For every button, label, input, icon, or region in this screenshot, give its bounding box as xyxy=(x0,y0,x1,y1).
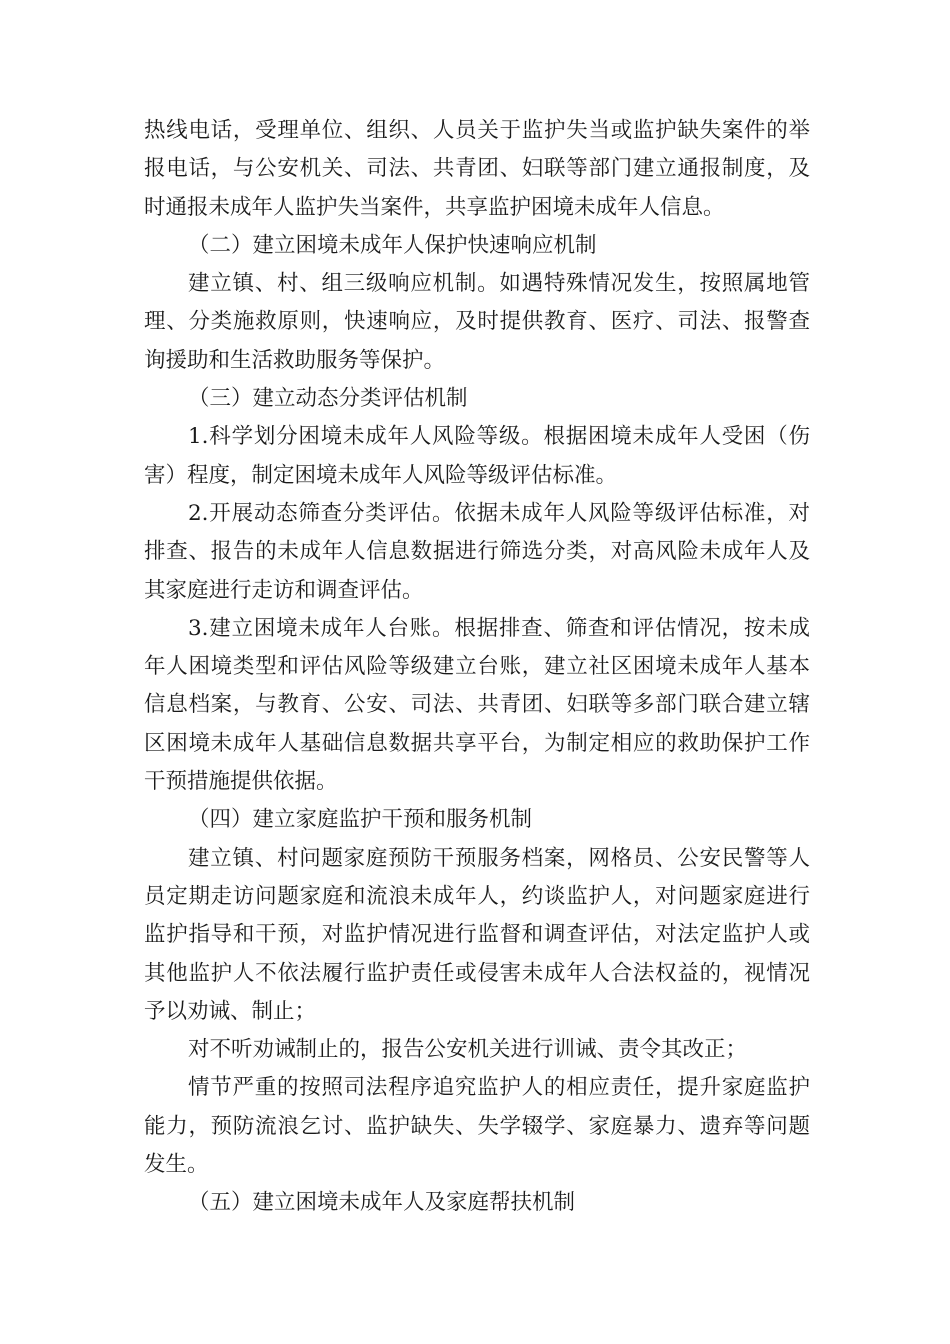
section-heading-3: （三）建立动态分类评估机制 xyxy=(188,386,468,412)
continuation-paragraph: 热线电话，受理单位、组织、人员关于监护失当或监护缺失案件的举报电话，与公安机关、司法、共青团、妇联等部门建立通报制度，及时通报未成年人监护失当案件，共享监护困境未成年人信息。 xyxy=(144,118,810,220)
body-paragraph: 2.开展动态筛查分类评估。依据未成年人风险等级评估标准，对排查、报告的未成年人信息数据进行筛选分类，对高风险未成年人及其家庭进行走访和调查评估。 xyxy=(144,500,810,603)
section-heading-5: （五）建立困境未成年人及家庭帮扶机制 xyxy=(188,1190,576,1216)
section-heading-4: （四）建立家庭监护干预和服务机制 xyxy=(188,807,533,833)
document-body xyxy=(144,112,810,1223)
body-paragraph: 1.科学划分困境未成年人风险等级。根据困境未成年人受困（伤害）程度，制定困境未成年人风险等级评估标准。 xyxy=(144,424,810,488)
body-paragraph: 建立镇、村问题家庭预防干预服务档案，网格员、公安民警等人员定期走访问题家庭和流浪未成年人，约谈监护人，对问题家庭进行监护指导和干预，对监护情况进行监督和调查评估，对法定监护人或其他监护人不依法履行监护责任或侵害未成年人合法权益的，视情况予以劝诫、制止； xyxy=(144,845,810,1024)
body-paragraph: 情节严重的按照司法程序追究监护人的相应责任，提升家庭监护能力，预防流浪乞讨、监护缺失、失学辍学、家庭暴力、遗弃等问题发生。 xyxy=(144,1075,810,1178)
body-paragraph: 对不听劝诫制止的，报告公安机关进行训诫、责令其改正； xyxy=(188,1037,748,1063)
body-paragraph: 3.建立困境未成年人台账。根据排查、筛查和评估情况，按未成年人困境类型和评估风险等级建立台账，建立社区困境未成年人基本信息档案，与教育、公安、司法、共青团、妇联等多部门联合建立辖区困境未成年人基础信息数据共享平台，为制定相应的救助保护工作干预措施提供依据。 xyxy=(144,615,810,795)
section-heading-2: （二）建立困境未成年人保护快速响应机制 xyxy=(188,232,597,258)
body-paragraph: 建立镇、村、组三级响应机制。如遇特殊情况发生，按照属地管理、分类施救原则，快速响应，及时提供教育、医疗、司法、报警查询援助和生活救助服务等保护。 xyxy=(144,271,810,373)
